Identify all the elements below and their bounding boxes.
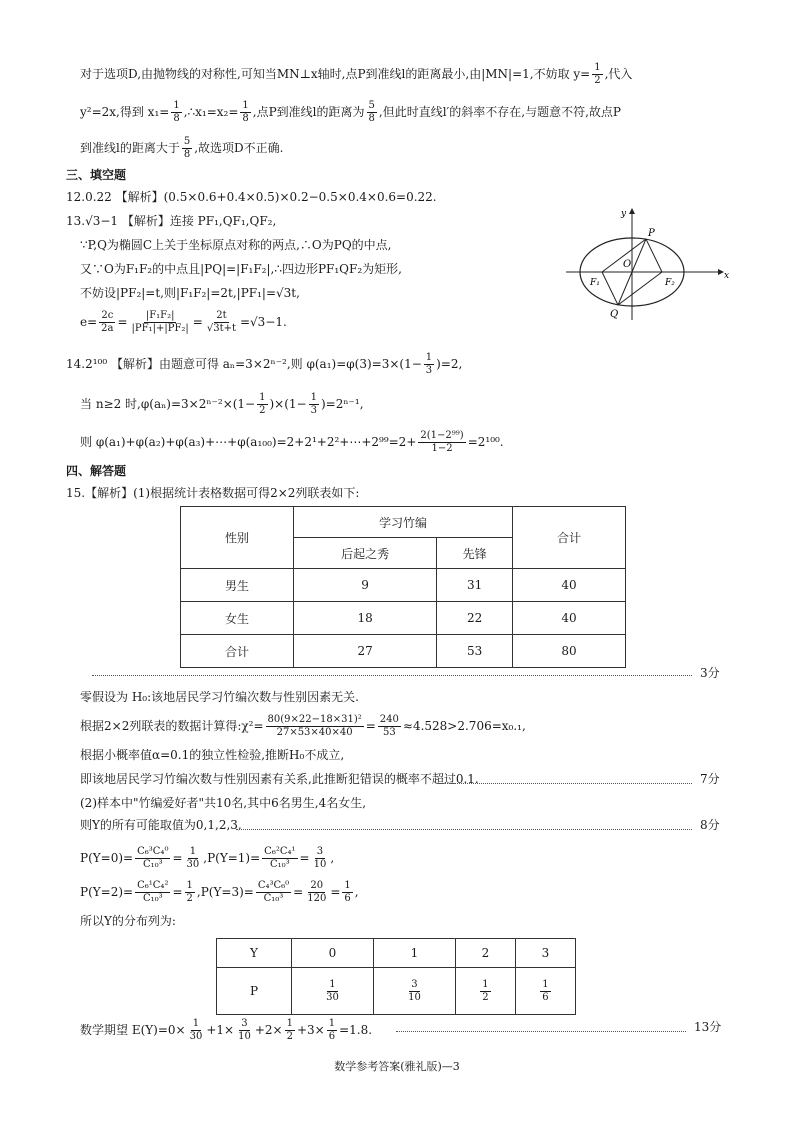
fraction: $\frac{\text{|F₁F₂|}}{\text{|PF₁|+|PF₂|}}$ xyxy=(131,310,189,334)
fraction: $\frac{\text{2(1−2⁹⁹)}}{1-2}$ xyxy=(420,430,464,454)
dotted-leader xyxy=(236,829,692,830)
dotted-leader xyxy=(442,783,692,784)
text-line: 即该地居民学习竹编次数与性别因素有关系,此推断犯错误的概率不超过0.1. xyxy=(80,772,479,786)
answer-14-line: 14.2¹⁰⁰ 【解析】由题意可得 aₙ=3×2ⁿ⁻²,则 φ(a₁)=φ(3)=3×(1− $\frac{1}{3}$ )=2, xyxy=(66,352,463,376)
distribution-table xyxy=(216,938,576,1015)
answer-14-line: 则 φ(a₁)+φ(a₂)+φ(a₃)+⋯+φ(a₁₀₀)=2+2¹+2²+⋯+2⁹⁹=2+ $\frac{\text{2(1−2⁹⁹)}}{1-2}$ =2¹⁰⁰. xyxy=(80,430,504,454)
fraction: $\frac{\text{C₄³C₆⁰}}{\text{C₁₀³}}$ xyxy=(257,880,290,904)
section-heading: 四、解答题 xyxy=(66,464,127,478)
probability-line: P(Y=0)= $\frac{\text{C₆³C₄⁰}}{\text{C₁₀³}}$ = $\frac{1}{30}$ ,P(Y=1)= $\frac{\text{C₆²C₄¹}}{\text{C₁₀³}}$ = $\frac{3}{10}$ , xyxy=(80,846,335,870)
fraction: $\frac{1}{8}$ xyxy=(242,100,249,124)
text-line: 对于选项D,由抛物线的对称性,可知当MN⊥x轴时,点P到准线l的距离最小,由|MN|=1,不妨取 y= $\frac{1}{2}$ ,代入 xyxy=(80,62,633,86)
fraction: $\frac{3}{10}$ xyxy=(408,978,421,1003)
answer-12: 12.0.22 【解析】(0.5×0.6+0.4×0.5)×0.2−0.5×0.4×0.6=0.22. xyxy=(66,190,437,204)
answer-13-line: 13.√3−1 【解析】连接 PF₁,QF₁,QF₂, xyxy=(66,214,277,228)
answer-13-line: 又∵O为F₁F₂的中点且|PQ|=|F₁F₂|,∴四边形PF₁QF₂为矩形, xyxy=(80,262,402,276)
label-f1: F₁ xyxy=(590,278,600,288)
table-row: P $\frac{1}{30}$ $\frac{3}{10}$ $\frac{1}{2}$ $\frac{1}{6}$ xyxy=(217,968,576,1015)
fraction: $\frac{1}{6}$ xyxy=(542,978,549,1003)
answer-14-line: 当 n≥2 时,φ(aₙ)=3×2ⁿ⁻²×(1− $\frac{1}{2}$ )×(1− $\frac{1}{3}$ )=2ⁿ⁻¹, xyxy=(80,392,364,416)
ellipse-diagram xyxy=(562,204,734,324)
fraction: $\frac{2c}{2a}$ xyxy=(101,310,114,334)
table-row: 男生 9 31 40 xyxy=(181,569,626,602)
header-late: 后起之秀 xyxy=(294,538,437,569)
expectation-line: 数学期望 E(Y)=0× $\frac{1}{30}$ +1× $\frac{3}{10}$ +2× $\frac{1}{2}$ +3× $\frac{1}{6}$ =1.8. xyxy=(80,1018,373,1042)
chi-square-line: 根据2×2列联表的数据计算得:χ²= $\frac{\text{80(9×22−18×31)²}}{27\times 53\times 40\times 40}$ = $\frac{240}{53}$ ≈4.528>2.706=x₀.₁, xyxy=(80,714,526,738)
contingency-table xyxy=(180,506,626,668)
fraction: $\frac{1}{8}$ xyxy=(173,100,180,124)
header-pioneer: 先锋 xyxy=(437,538,513,569)
label-p: P xyxy=(648,228,655,239)
table-row: Y 0 1 2 3 xyxy=(217,939,576,968)
answer-15-intro: 15.【解析】(1)根据统计表格数据可得2×2列联表如下: xyxy=(66,486,360,500)
fraction: $\frac{1}{2}$ xyxy=(482,978,489,1003)
fraction: $\frac{\text{80(9×22−18×31)²}}{27\times 53\times 40\times 40}$ xyxy=(267,714,362,738)
label-q: Q xyxy=(610,309,619,320)
fraction: $\frac{1}{2}$ xyxy=(186,880,193,904)
fraction: $\frac{1}{2}$ xyxy=(259,392,266,416)
y-axis-arrow xyxy=(629,208,635,214)
fraction: $\frac{3}{10}$ xyxy=(238,1018,251,1042)
label-y: y xyxy=(621,209,627,219)
fraction: $\frac{240}{53}$ xyxy=(379,714,399,738)
fraction: $\frac{1}{2}$ xyxy=(594,62,601,86)
fraction: $\frac{1}{30}$ xyxy=(326,978,339,1003)
section-heading: 三、填空题 xyxy=(66,168,127,182)
label-x: x xyxy=(724,271,730,281)
score-mark: 7分 xyxy=(700,772,720,786)
header-gender: 性别 xyxy=(181,507,294,569)
fraction: $\frac{1}{3}$ xyxy=(425,352,433,376)
score-mark: 13分 xyxy=(694,1020,722,1034)
label-f2: F₂ xyxy=(665,278,675,288)
label-o: O xyxy=(623,259,632,270)
answer-13-line: 不妨设|PF₂|=t,则|F₁F₂|=2t,|PF₁|=√3t, xyxy=(80,286,300,300)
fraction: $\frac{20}{120}$ xyxy=(307,880,327,904)
dotted-leader xyxy=(92,675,692,676)
text-line: 所以Y的分布列为: xyxy=(80,914,176,928)
fraction: $\frac{1}{6}$ xyxy=(344,880,351,904)
fraction: $\frac{5}{8}$ xyxy=(368,100,375,124)
table-row: 女生 18 22 40 xyxy=(181,602,626,635)
fraction: $\frac{2t}{√3t+t}$ xyxy=(206,310,236,334)
fraction: $\frac{5}{8}$ xyxy=(183,136,191,160)
score-mark: 3分 xyxy=(700,666,720,680)
fraction: $\frac{\text{C₆²C₄¹}}{\text{C₁₀³}}$ xyxy=(264,846,296,870)
header-total: 合计 xyxy=(513,507,626,569)
answer-13-line: ∵P,Q为椭圆C上关于坐标原点对称的两点,∴O为PQ的中点, xyxy=(80,238,392,252)
fraction: $\frac{1}{30}$ xyxy=(186,846,200,870)
table-row: 合计 27 53 80 xyxy=(181,635,626,668)
score-mark: 8分 xyxy=(700,818,720,832)
text-line: 根据小概率值α=0.1的独立性检验,推断H₀不成立, xyxy=(80,748,345,762)
fraction: $\frac{1}{6}$ xyxy=(328,1018,336,1042)
answer-13-equation: e= $\frac{2c}{2a}$ = $\frac{\text{|F₁F₂|}}{\text{|PF₁|+|PF₂|}}$ = $\frac{2t}{√3t+t}$ =√3−1. xyxy=(80,310,287,334)
dotted-leader xyxy=(396,1031,686,1032)
header-study: 学习竹编 xyxy=(294,507,513,538)
text-line: y²=2x,得到 x₁= $\frac{1}{8}$ ,∴x₁=x₂= $\frac{1}{8}$ ,点P到准线l的距离为 $\frac{5}{8}$ ,但此时直线l′的斜率不存在,与题意不符,故点P xyxy=(80,100,621,124)
text-line: 零假设为 H₀:该地居民学习竹编次数与性别因素无关. xyxy=(80,690,359,704)
page-footer: 数学参考答案(雅礼版)—3 xyxy=(334,1060,460,1073)
fraction: $\frac{1}{3}$ xyxy=(310,392,317,416)
fraction: $\frac{\text{C₆¹C₄²}}{\text{C₁₀³}}$ xyxy=(137,880,169,904)
text-line: (2)样本中"竹编爱好者"共10名,其中6名男生,4名女生, xyxy=(80,796,367,810)
fraction: $\frac{\text{C₆³C₄⁰}}{\text{C₁₀³}}$ xyxy=(137,846,169,870)
text-line: 到准线l的距离大于 $\frac{5}{8}$ ,故选项D不正确. xyxy=(80,136,284,160)
probability-line: P(Y=2)= $\frac{\text{C₆¹C₄²}}{\text{C₁₀³}}$ = $\frac{1}{2}$ ,P(Y=3)= $\frac{\text{C₄³C₆⁰}}{\text{C₁₀³}}$ = $\frac{20}{120}$ = $\frac{1}{6}$ , xyxy=(80,880,359,904)
fraction: $\frac{3}{10}$ xyxy=(313,846,327,870)
fraction: $\frac{1}{30}$ xyxy=(189,1018,203,1042)
fraction: $\frac{1}{2}$ xyxy=(286,1018,293,1042)
text-line: 则Y的所有可能取值为0,1,2,3, xyxy=(80,818,242,832)
